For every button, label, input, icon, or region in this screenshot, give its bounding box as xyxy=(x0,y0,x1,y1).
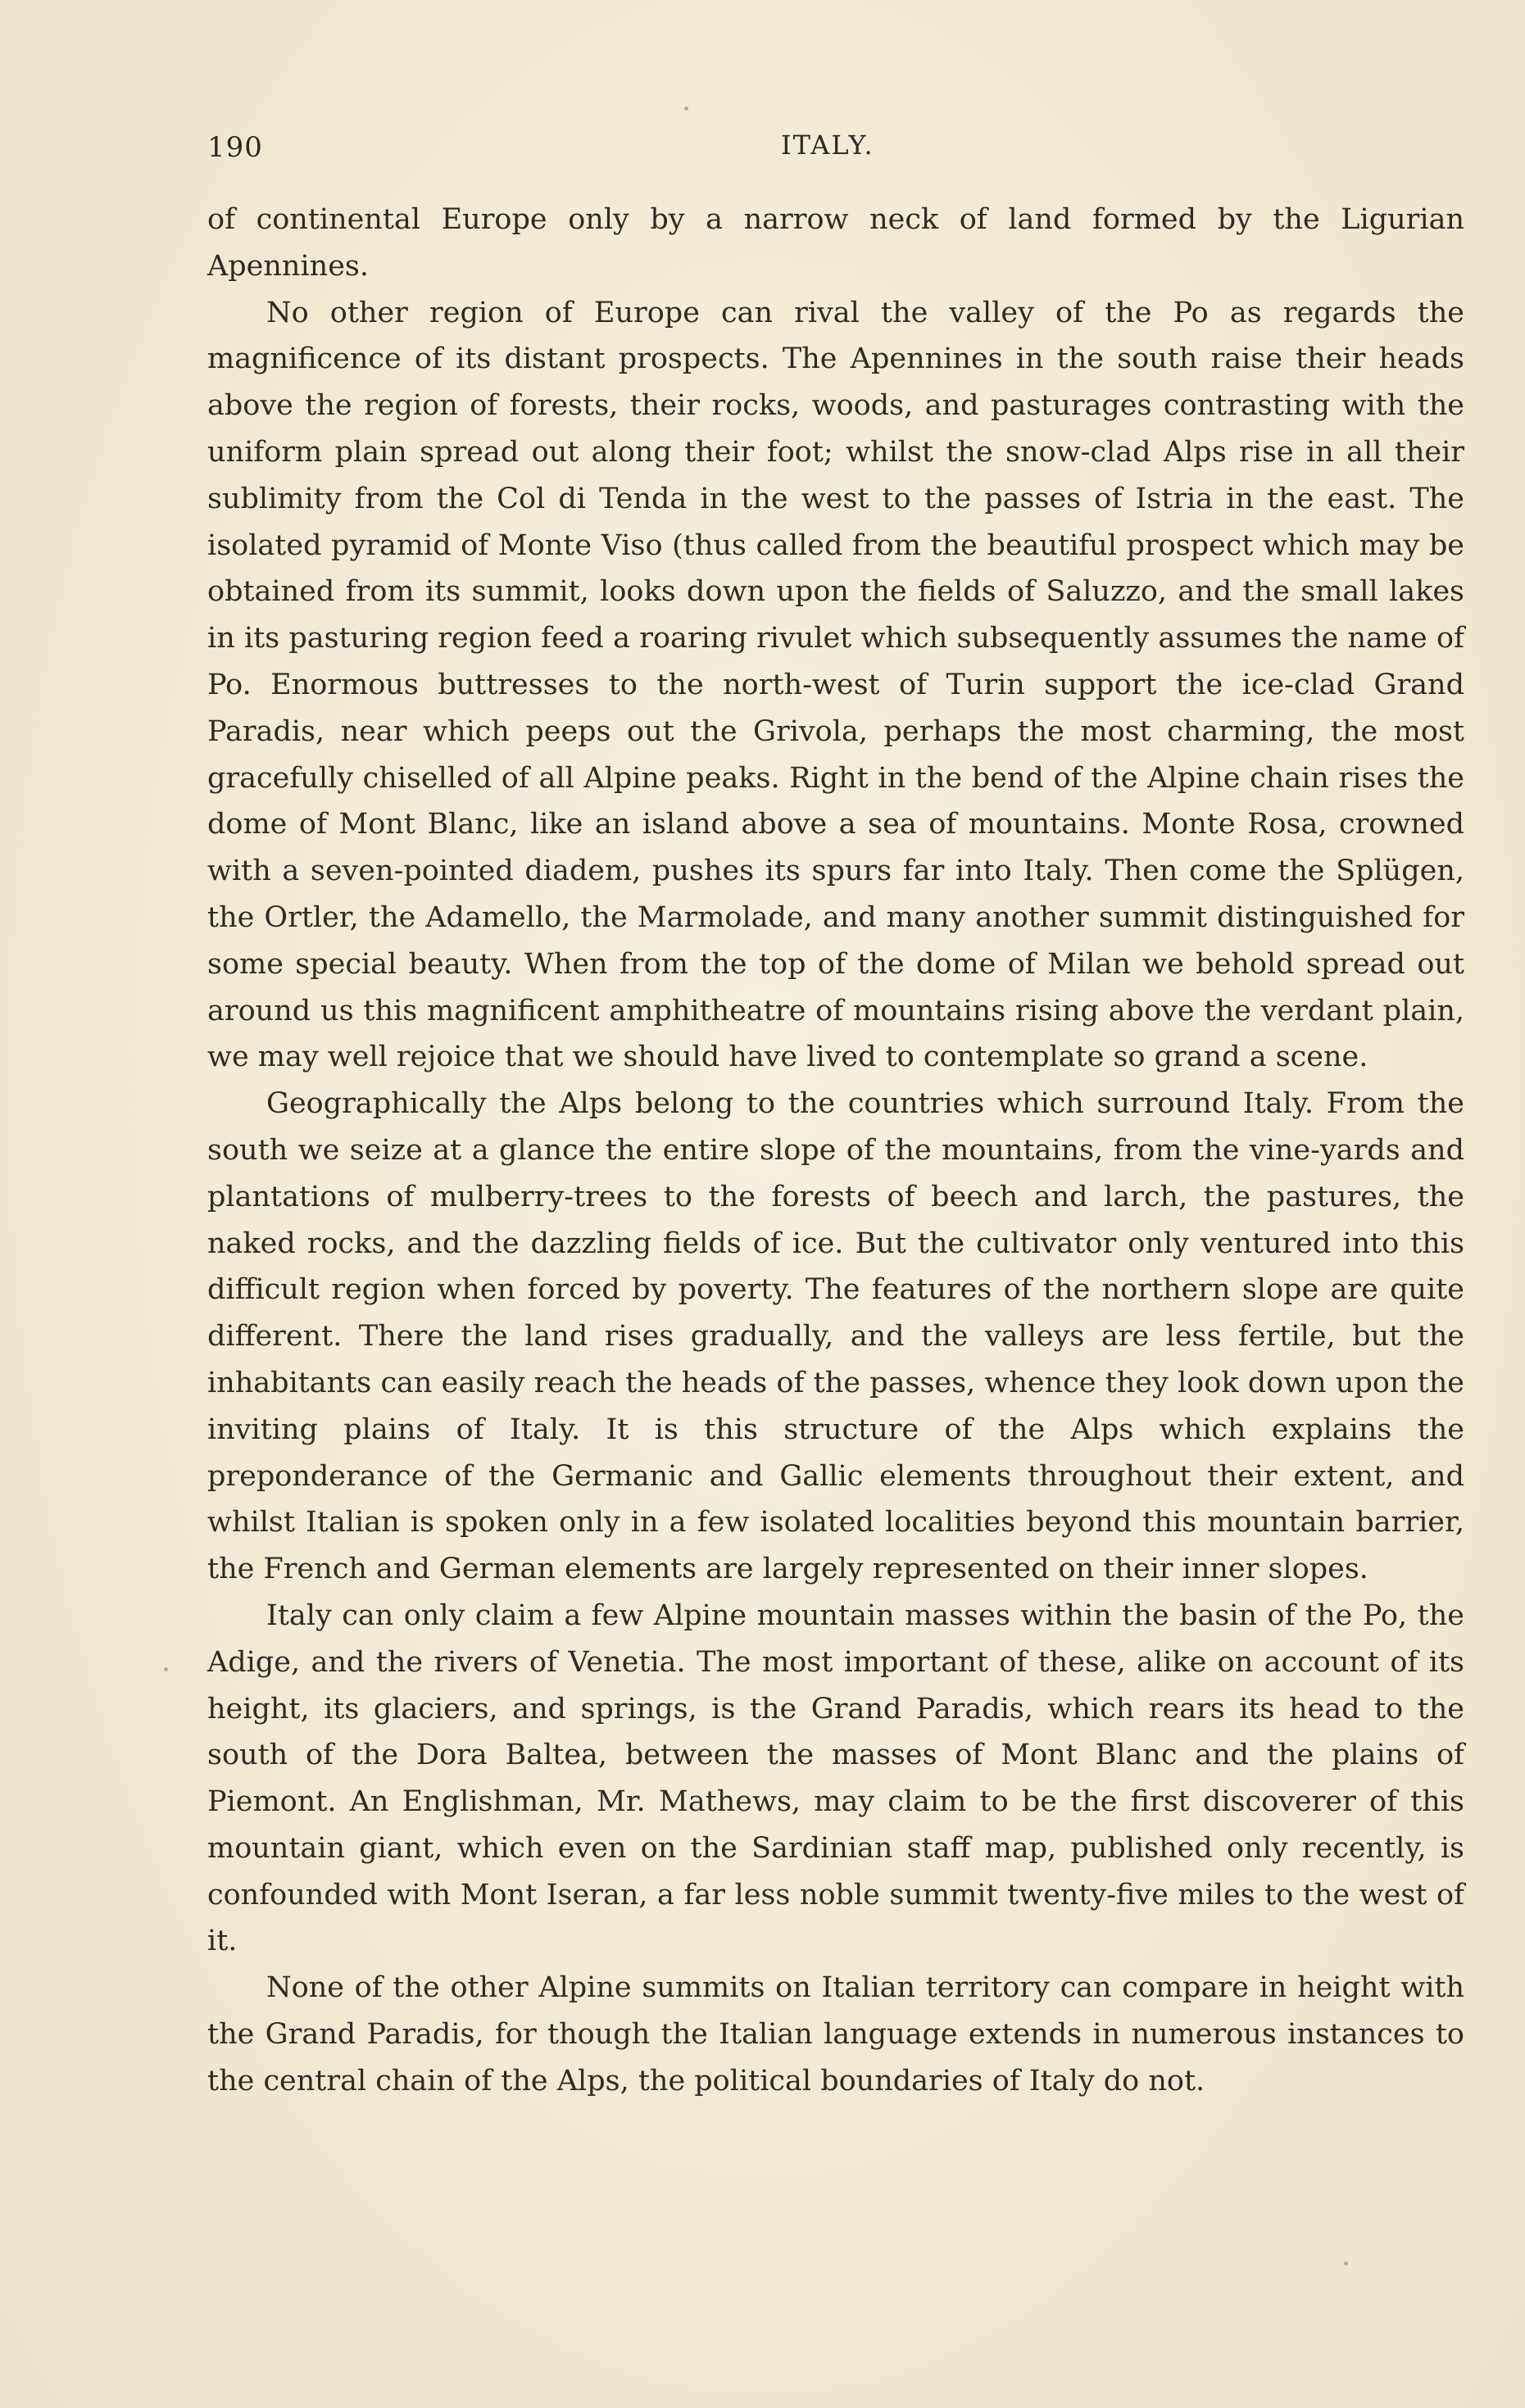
paper-speck xyxy=(684,107,688,111)
paper-speck xyxy=(164,1667,168,1671)
paragraph-other-summits: None of the other Alpine summits on Italian territory can compare in height with the Grand Paradis, for though the Italian language extends in numerous instances to the central chain of the Alps, the political boundaries of Italy do not. xyxy=(207,1971,1464,2097)
running-title: ITALY. xyxy=(781,129,874,161)
paragraph-po-valley: No other region of Europe can rival the valley of the Po as regards the magnificence of its distant prospects. The Apennines in the south raise their heads above the region of forests, their rocks, woods, and pasturages contrasting with the uniform plain spread out along their foot; whilst the snow-clad Alps rise in all their sublimity from the Col di Tenda in the west to the passes of Istria in the east. The isolated pyramid of Monte Viso (thus called from the beautiful prospect which may be obtained from its summit, looks down upon the fields of Saluzzo, and the small lakes in its pasturing region feed a roaring rivulet which subsequently assumes the name of Po. Enormous buttresses to the north-west of Turin support the ice-clad Grand Paradis, near which peeps out the Grivola, perhaps the most charming, the most gracefully chiselled of all Alpine peaks. Right in the bend of the Alpine chain rises the dome of Mont Blanc, like an island above a sea of mountains. Monte Rosa, crowned with a seven-pointed diadem, pushes its spurs far into Italy. Then come the Splügen, the Ortler, the Adamello, the Marmolade, and many another summit distinguished for some special beauty. When from the top of the dome of Milan we behold spread out around us this magnificent amphitheatre of mountains rising above the verdant plain, we may well rejoice that we should have lived to contemplate so grand a scene. xyxy=(207,296,1464,1074)
body-text xyxy=(207,197,1464,2105)
page-number: 190 xyxy=(207,131,263,164)
paper-speck xyxy=(1344,2261,1348,2265)
paragraph-grand-paradis: Italy can only claim a few Alpine mountain masses within the basin of the Po, the Adige, and the rivers of Venetia. The most important of these, alike on account of its height, its glaciers, and springs, is the Grand Paradis, which rears its head to the south of the Dora Baltea, between the masses of Mont Blanc and the plains of Piemont. An Englishman, Mr. Mathews, may claim to be the first discoverer of this mountain giant, which even on the Sardinian staff map, published only recently, is confounded with Mont Iseran, a far less noble summit twenty-five miles to the west of it. xyxy=(207,1599,1464,1958)
running-head xyxy=(207,123,1464,172)
paragraph-continued: of continental Europe only by a narrow neck of land formed by the Ligurian Apennines. xyxy=(207,203,1464,283)
paragraph-geography: Geographically the Alps belong to the countries which surround Italy. From the south we seize at a glance the entire slope of the mountains, from the vine-yards and plantations of mulberry-trees to the forests of beech and larch, the pastures, the naked rocks, and the dazzling fields of ice. But the cultivator only ventured into this difficult region when forced by poverty. The features of the northern slope are quite different. There the land rises gradually, and the valleys are less fertile, but the inhabitants can easily reach the heads of the passes, whence they look down upon the inviting plains of Italy. It is this structure of the Alps which explains the preponderance of the Germanic and Gallic elements throughout their extent, and whilst Italian is spoken only in a few isolated localities beyond this mountain barrier, the French and German elements are largely represented on their inner slopes. xyxy=(207,1087,1464,1586)
